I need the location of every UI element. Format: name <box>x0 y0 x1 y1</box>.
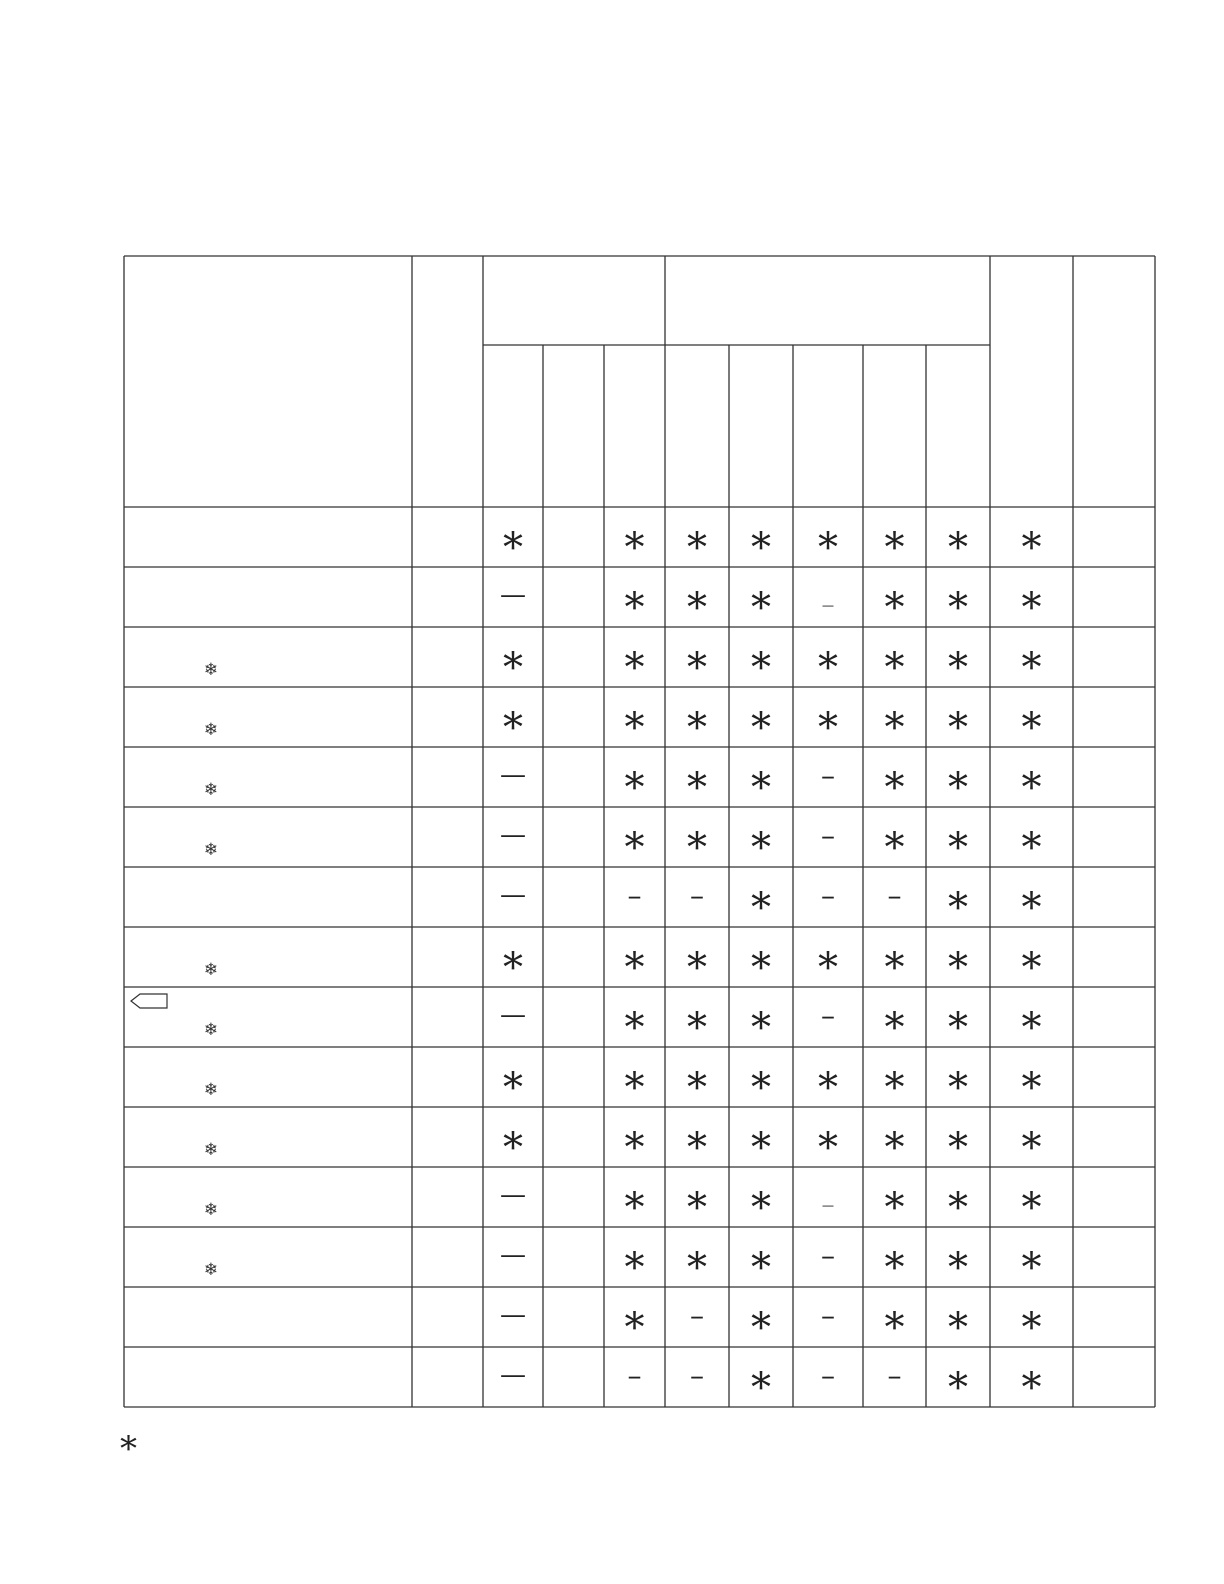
asterisk-mark: * <box>818 945 838 991</box>
asterisk-mark: * <box>884 1005 905 1051</box>
asterisk-mark: * <box>1021 645 1042 691</box>
asterisk-mark: * <box>624 1125 645 1171</box>
asterisk-mark: * <box>751 945 771 991</box>
snowflake-icon: ❄ <box>203 780 219 800</box>
asterisk-mark: * <box>751 525 771 571</box>
asterisk-mark: * <box>624 765 645 811</box>
asterisk-mark: * <box>751 765 771 811</box>
dash-mark: – <box>821 759 835 792</box>
asterisk-mark: * <box>751 645 771 691</box>
underscore-mark: _ <box>822 1182 834 1207</box>
asterisk-mark: * <box>687 585 707 631</box>
asterisk-mark: * <box>624 645 645 691</box>
asterisk-mark: * <box>948 1065 968 1111</box>
dash-mark: — <box>500 1240 526 1270</box>
asterisk-mark: * <box>884 1245 905 1291</box>
asterisk-mark: * <box>948 585 968 631</box>
dash-mark: – <box>690 1299 704 1332</box>
asterisk-mark: * <box>948 825 968 871</box>
asterisk-mark: * <box>1021 765 1042 811</box>
dash-mark: – <box>627 1359 642 1392</box>
asterisk-mark: * <box>818 525 838 571</box>
asterisk-mark: * <box>1021 885 1042 931</box>
dash-mark: — <box>500 1180 526 1210</box>
dash-mark: — <box>500 1300 526 1330</box>
asterisk-mark: * <box>1021 1005 1042 1051</box>
asterisk-mark: * <box>948 1125 968 1171</box>
asterisk-mark: * <box>687 1245 707 1291</box>
asterisk-mark: * <box>1021 945 1042 991</box>
snowflake-icon: ❄ <box>203 1260 219 1280</box>
snowflake-icon: ❄ <box>203 1140 219 1160</box>
asterisk-mark: * <box>1021 1245 1042 1291</box>
asterisk-mark: * <box>884 645 905 691</box>
asterisk-mark: * <box>503 1125 523 1171</box>
asterisk-mark: * <box>818 705 838 751</box>
asterisk-mark: * <box>751 1185 771 1231</box>
asterisk-mark: * <box>884 765 905 811</box>
asterisk-mark: * <box>884 525 905 571</box>
asterisk-mark: * <box>948 945 968 991</box>
asterisk-mark: * <box>884 825 905 871</box>
asterisk-mark: * <box>1021 1185 1042 1231</box>
dash-mark: — <box>500 1360 526 1390</box>
tag-icon <box>131 994 167 1008</box>
asterisk-mark: * <box>948 885 968 931</box>
asterisk-mark: * <box>624 1185 645 1231</box>
asterisk-mark: * <box>624 1065 645 1111</box>
dash-mark: – <box>887 879 902 912</box>
asterisk-mark: * <box>624 945 645 991</box>
asterisk-mark: * <box>503 705 523 751</box>
dash-mark: – <box>627 879 642 912</box>
asterisk-mark: * <box>624 525 645 571</box>
asterisk-mark: * <box>687 1185 707 1231</box>
snowflake-icon: ❄ <box>203 1200 219 1220</box>
asterisk-mark: * <box>884 1305 905 1351</box>
dash-mark: — <box>500 820 526 850</box>
asterisk-mark: * <box>687 1065 707 1111</box>
asterisk-mark: * <box>503 645 523 691</box>
asterisk-mark: * <box>751 1065 771 1111</box>
dash-mark: – <box>821 999 835 1032</box>
snowflake-icon: ❄ <box>203 660 219 680</box>
snowflake-icon: ❄ <box>203 720 219 740</box>
asterisk-mark: * <box>818 1065 838 1111</box>
asterisk-mark: * <box>624 1005 645 1051</box>
asterisk-mark: * <box>948 1185 968 1231</box>
asterisk-mark: * <box>687 765 707 811</box>
asterisk-mark: * <box>884 585 905 631</box>
asterisk-mark: * <box>1021 585 1042 631</box>
asterisk-mark: * <box>1021 525 1042 571</box>
asterisk-mark: * <box>1021 1365 1042 1411</box>
asterisk-mark: * <box>624 585 645 631</box>
underscore-mark: _ <box>822 582 834 607</box>
asterisk-mark: * <box>948 525 968 571</box>
asterisk-mark: * <box>884 1125 905 1171</box>
asterisk-mark: * <box>1021 1065 1042 1111</box>
asterisk-mark: * <box>884 1065 905 1111</box>
asterisk-mark: * <box>687 525 707 571</box>
asterisk-mark: * <box>948 645 968 691</box>
asterisk-mark: * <box>503 1065 523 1111</box>
asterisk-mark: * <box>751 1365 771 1411</box>
dash-mark: – <box>690 879 704 912</box>
asterisk-mark: * <box>884 945 905 991</box>
asterisk-mark: * <box>1021 825 1042 871</box>
snowflake-icon: ❄ <box>203 1020 219 1040</box>
asterisk-mark: * <box>751 1125 771 1171</box>
dash-mark: — <box>500 760 526 790</box>
dash-mark: — <box>500 1000 526 1030</box>
asterisk-mark: * <box>1021 705 1042 751</box>
asterisk-mark: * <box>751 585 771 631</box>
asterisk-mark: * <box>818 1125 838 1171</box>
asterisk-mark: * <box>751 825 771 871</box>
asterisk-mark: * <box>624 825 645 871</box>
asterisk-mark: * <box>687 645 707 691</box>
asterisk-mark: * <box>884 1185 905 1231</box>
asterisk-mark: * <box>751 1005 771 1051</box>
asterisk-mark: * <box>751 705 771 751</box>
asterisk-mark: * <box>687 945 707 991</box>
asterisk-mark: * <box>503 945 523 991</box>
dash-mark: – <box>821 1299 835 1332</box>
footnote-symbol: * <box>120 1429 137 1469</box>
asterisk-mark: * <box>948 765 968 811</box>
asterisk-mark: * <box>948 705 968 751</box>
asterisk-mark: * <box>948 1245 968 1291</box>
dash-mark: – <box>821 1359 835 1392</box>
asterisk-mark: * <box>948 1005 968 1051</box>
asterisk-mark: * <box>751 1245 771 1291</box>
dash-mark: – <box>887 1359 902 1392</box>
asterisk-mark: * <box>948 1305 968 1351</box>
snowflake-icon: ❄ <box>203 1080 219 1100</box>
asterisk-mark: * <box>1021 1125 1042 1171</box>
asterisk-mark: * <box>624 1305 645 1351</box>
asterisk-mark: * <box>687 705 707 751</box>
asterisk-mark: * <box>687 825 707 871</box>
dash-mark: – <box>821 879 835 912</box>
dash-mark: — <box>500 880 526 910</box>
asterisk-mark: * <box>1021 1305 1042 1351</box>
snowflake-icon: ❄ <box>203 960 219 980</box>
asterisk-mark: * <box>751 1305 771 1351</box>
asterisk-mark: * <box>884 705 905 751</box>
asterisk-mark: * <box>687 1005 707 1051</box>
snowflake-icon: ❄ <box>203 840 219 860</box>
asterisk-mark: * <box>503 525 523 571</box>
dash-mark: – <box>821 1239 835 1272</box>
asterisk-mark: * <box>818 645 838 691</box>
asterisk-mark: * <box>948 1365 968 1411</box>
asterisk-mark: * <box>687 1125 707 1171</box>
asterisk-mark: * <box>751 885 771 931</box>
dash-mark: – <box>821 819 835 852</box>
asterisk-mark: * <box>624 1245 645 1291</box>
asterisk-mark: * <box>624 705 645 751</box>
dash-mark: — <box>500 580 526 610</box>
dash-mark: – <box>690 1359 704 1392</box>
